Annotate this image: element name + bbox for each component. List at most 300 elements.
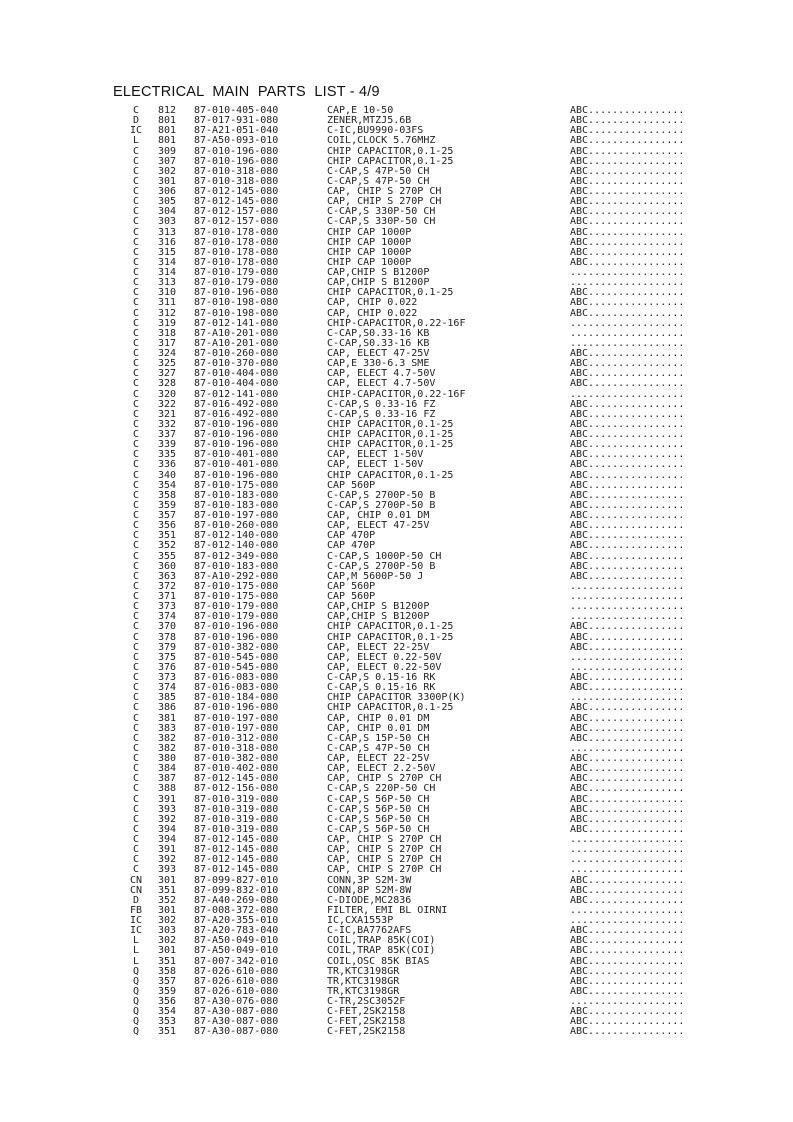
parts-row	[124, 136, 724, 146]
part-type-cell: C	[132, 540, 140, 552]
part-number-cell: 87-026-610-080	[194, 985, 279, 997]
part-type-cell: C	[132, 186, 140, 197]
part-code-cell: ...................	[570, 388, 685, 400]
part-code-cell: ABC................	[570, 307, 685, 319]
part-number-cell: 87-010-178-080	[194, 256, 279, 268]
part-ref-cell: 302	[158, 915, 177, 926]
part-type-cell: L	[132, 945, 140, 957]
part-description-cell: C-CAP,S 2700P-50 B	[327, 499, 436, 511]
parts-row	[124, 703, 724, 713]
part-code-cell: ABC................	[570, 135, 685, 147]
part-number-cell: 87-010-318-080	[194, 742, 279, 754]
part-code-cell: ABC................	[570, 732, 685, 744]
part-description-cell: CHIP CAPACITOR 3300P(K)	[327, 692, 466, 704]
part-type-cell: C	[132, 398, 140, 410]
part-ref-cell: 319	[158, 317, 177, 329]
part-type-cell: C	[132, 196, 140, 208]
part-number-cell: 87-010-319-080	[194, 813, 279, 825]
part-number-cell: 87-010-319-080	[194, 803, 279, 815]
part-description-cell: CAP, CHIP 0.01 DM	[327, 722, 430, 734]
part-ref-cell: 357	[158, 510, 177, 521]
part-ref-cell: 378	[158, 631, 177, 643]
part-number-cell: 87-012-141-080	[194, 317, 279, 329]
part-type-cell: C	[132, 854, 140, 866]
part-number-cell: 87-008-372-080	[194, 904, 279, 916]
part-number-cell: 87-012-145-080	[194, 773, 279, 785]
part-description-cell: CAP,CHIP S B1200P	[327, 267, 430, 278]
part-number-cell: 87-007-342-010	[194, 955, 279, 967]
part-number-cell: 87-010-196-080	[194, 429, 279, 440]
part-description-cell: C-CAP,S 47P-50 CH	[327, 175, 430, 187]
part-number-cell: 87-A20-783-040	[194, 925, 279, 937]
parts-list	[124, 106, 724, 1038]
part-number-cell: 87-010-196-080	[194, 702, 279, 714]
part-type-cell: C	[132, 510, 140, 521]
part-number-cell: 87-010-260-080	[194, 348, 279, 359]
part-type-cell: C	[132, 722, 140, 734]
part-code-cell: ABC................	[570, 1026, 685, 1038]
part-number-cell: 87-012-145-080	[194, 854, 279, 866]
part-description-cell: CONN,3P S2M-3W	[327, 874, 412, 886]
part-ref-cell: 311	[158, 297, 177, 309]
part-description-cell: C-CAP,S 220P-50 CH	[327, 783, 436, 795]
part-code-cell: ABC................	[570, 712, 685, 724]
part-description-cell: CAP, CHIP S 270P CH	[327, 196, 442, 208]
part-number-cell: 87-010-196-080	[194, 469, 279, 481]
part-code-cell: ABC................	[570, 955, 685, 967]
part-ref-cell: 351	[158, 530, 177, 542]
part-description-cell: CAP, CHIP 0.022	[327, 307, 418, 319]
part-type-cell: D	[132, 115, 140, 127]
part-description-cell: CAP,E 330-6.3 SME	[327, 358, 430, 370]
part-number-cell: 87-012-145-080	[194, 864, 279, 876]
part-number-cell: 87-012-145-080	[194, 844, 279, 856]
part-description-cell: CAP, CHIP 0.01 DM	[327, 712, 430, 724]
parts-row	[124, 622, 724, 632]
part-number-cell: 87-012-140-080	[194, 530, 279, 542]
part-description-cell: C-CAP,S 56P-50 CH	[327, 813, 430, 825]
part-ref-cell: 381	[158, 712, 177, 724]
part-type-cell: C	[132, 621, 140, 633]
part-description-cell: CHIP CAPACITOR,0.1-25	[327, 631, 454, 643]
part-type-cell: Q	[132, 1026, 140, 1038]
part-type-cell: C	[132, 317, 140, 329]
part-description-cell: C-FET,2SK2158	[327, 1016, 406, 1028]
part-code-cell: ABC................	[570, 358, 685, 370]
part-ref-cell: 355	[158, 550, 177, 562]
part-code-cell: ABC................	[570, 793, 685, 805]
part-number-cell: 87-A50-093-010	[194, 135, 279, 147]
part-type-cell: C	[132, 479, 140, 491]
part-ref-cell: 302	[158, 165, 177, 177]
part-type-cell: C	[132, 631, 140, 643]
part-code-cell: ABC................	[570, 874, 685, 886]
part-number-cell: 87-010-179-080	[194, 601, 279, 613]
part-code-cell: ABC................	[570, 459, 685, 471]
part-code-cell: ...................	[570, 580, 685, 592]
part-number-cell: 87-010-401-080	[194, 449, 279, 461]
part-type-cell: C	[132, 591, 140, 602]
part-number-cell: 87-010-196-080	[194, 418, 279, 430]
part-code-cell: ABC................	[570, 1016, 685, 1028]
part-code-cell: ABC................	[570, 884, 685, 896]
part-ref-cell: 305	[158, 196, 177, 208]
part-description-cell: CAP, ELECT 22-25V	[327, 753, 430, 764]
part-number-cell: 87-010-196-080	[194, 631, 279, 643]
part-ref-cell: 314	[158, 267, 177, 278]
part-description-cell: CAP, CHIP S 270P CH	[327, 773, 442, 785]
part-ref-cell: 316	[158, 236, 177, 248]
part-type-cell: C	[132, 489, 140, 501]
part-code-cell: ...................	[570, 651, 685, 663]
part-number-cell: 87-010-545-080	[194, 661, 279, 673]
part-type-cell: C	[132, 672, 140, 683]
part-description-cell: CAP 560P	[327, 580, 376, 592]
part-type-cell: L	[132, 935, 140, 947]
part-type-cell: C	[132, 732, 140, 744]
part-type-cell: C	[132, 773, 140, 785]
part-description-cell: TR,KTC3198GR	[327, 975, 400, 987]
part-type-cell: C	[132, 641, 140, 653]
part-number-cell: 87-010-404-080	[194, 378, 279, 390]
part-number-cell: 87-010-175-080	[194, 479, 279, 491]
part-ref-cell: 383	[158, 722, 177, 734]
parts-row	[124, 217, 724, 227]
part-type-cell: C	[132, 570, 140, 582]
part-ref-cell: 352	[158, 894, 177, 906]
part-description-cell: CAP, ELECT 22-25V	[327, 641, 430, 653]
part-ref-cell: 358	[158, 965, 177, 977]
part-code-cell: ABC................	[570, 530, 685, 542]
part-number-cell: 87-026-610-080	[194, 965, 279, 977]
part-type-cell: C	[132, 682, 140, 694]
part-ref-cell: 312	[158, 307, 177, 319]
part-code-cell: ABC................	[570, 621, 685, 633]
part-ref-cell: 353	[158, 1016, 177, 1028]
part-description-cell: C-CAP,S 0.15-16 RK	[327, 672, 436, 683]
part-number-cell: 87-010-175-080	[194, 580, 279, 592]
part-ref-cell: 388	[158, 783, 177, 795]
part-code-cell: ABC................	[570, 226, 685, 238]
part-description-cell: CAP, ELECT 1-50V	[327, 449, 424, 461]
part-ref-cell: 372	[158, 580, 177, 592]
part-type-cell: IC	[129, 925, 143, 937]
part-code-cell: ABC................	[570, 105, 685, 116]
part-code-cell: ...................	[570, 904, 685, 916]
part-type-cell: C	[132, 368, 140, 380]
part-ref-cell: 318	[158, 327, 177, 339]
part-description-cell: C-CAP,S0.33-16 KB	[327, 337, 430, 349]
part-type-cell: C	[132, 520, 140, 532]
part-description-cell: CAP,CHIP S B1200P	[327, 277, 430, 289]
part-number-cell: 87-010-175-080	[194, 591, 279, 602]
part-number-cell: 87-A10-201-080	[194, 327, 279, 339]
part-type-cell: C	[132, 499, 140, 511]
part-ref-cell: 321	[158, 408, 177, 420]
part-description-cell: CHIP CAPACITOR,0.1-25	[327, 145, 454, 157]
part-code-cell: ABC................	[570, 206, 685, 218]
part-code-cell: ABC................	[570, 641, 685, 653]
parts-row	[124, 1027, 724, 1037]
part-ref-cell: 327	[158, 368, 177, 380]
part-code-cell: ...................	[570, 337, 685, 349]
part-code-cell: ABC................	[570, 489, 685, 501]
part-code-cell: ABC................	[570, 196, 685, 208]
part-code-cell: ABC................	[570, 631, 685, 643]
part-type-cell: C	[132, 823, 140, 835]
part-type-cell: L	[132, 955, 140, 967]
part-description-cell: C-IC,BU9990-03FS	[327, 125, 424, 137]
part-code-cell: ABC................	[570, 408, 685, 420]
part-type-cell: IC	[129, 125, 143, 137]
part-number-cell: 87-A30-087-080	[194, 1026, 279, 1038]
part-number-cell: 87-010-401-080	[194, 459, 279, 471]
part-code-cell: ABC................	[570, 398, 685, 410]
parts-row	[124, 946, 724, 956]
part-code-cell: ...................	[570, 317, 685, 329]
part-description-cell: CAP,CHIP S B1200P	[327, 611, 430, 623]
part-code-cell: ...................	[570, 327, 685, 339]
part-type-cell: C	[132, 145, 140, 157]
part-type-cell: Q	[132, 996, 140, 1007]
part-ref-cell: 801	[158, 115, 177, 127]
part-number-cell: 87-010-260-080	[194, 520, 279, 532]
part-number-cell: 87-012-145-080	[194, 186, 279, 197]
part-code-cell: ABC................	[570, 175, 685, 187]
part-code-cell: ABC................	[570, 348, 685, 359]
part-code-cell: ABC................	[570, 297, 685, 309]
part-ref-cell: 306	[158, 186, 177, 197]
part-ref-cell: 351	[158, 955, 177, 967]
part-description-cell: CHIP CAPACITOR,0.1-25	[327, 439, 454, 451]
part-number-cell: 87-A30-087-080	[194, 1016, 279, 1028]
part-description-cell: CAP 470P	[327, 530, 376, 542]
part-number-cell: 87-010-370-080	[194, 358, 279, 370]
part-description-cell: C-CAP,S 1000P-50 CH	[327, 550, 442, 562]
parts-row	[124, 541, 724, 551]
part-number-cell: 87-010-178-080	[194, 236, 279, 248]
part-ref-cell: 363	[158, 570, 177, 582]
part-description-cell: CAP,E 10-50	[327, 105, 394, 116]
part-description-cell: C-IC,BA7762AFS	[327, 925, 412, 937]
part-code-cell: ABC................	[570, 813, 685, 825]
part-number-cell: 87-026-610-080	[194, 975, 279, 987]
part-type-cell: CN	[129, 874, 143, 886]
part-ref-cell: 303	[158, 925, 177, 937]
part-ref-cell: 315	[158, 246, 177, 258]
part-type-cell: C	[132, 834, 140, 845]
part-type-cell: C	[132, 155, 140, 167]
part-type-cell: Q	[132, 1006, 140, 1018]
part-number-cell: 87-A50-049-010	[194, 945, 279, 957]
part-description-cell: CAP 470P	[327, 540, 376, 552]
part-number-cell: 87-010-197-080	[194, 510, 279, 521]
part-ref-cell: 375	[158, 651, 177, 663]
part-code-cell: ABC................	[570, 945, 685, 957]
part-number-cell: 87-010-179-080	[194, 611, 279, 623]
part-number-cell: 87-A10-201-080	[194, 337, 279, 349]
part-code-cell: ...................	[570, 996, 685, 1007]
part-number-cell: 87-A50-049-010	[194, 935, 279, 947]
part-number-cell: 87-012-156-080	[194, 783, 279, 795]
part-ref-cell: 374	[158, 611, 177, 623]
part-ref-cell: 382	[158, 732, 177, 744]
part-code-cell: ABC................	[570, 378, 685, 390]
part-number-cell: 87-010-183-080	[194, 560, 279, 572]
part-description-cell: CAP, ELECT 47-25V	[327, 520, 430, 532]
part-code-cell: ...................	[570, 661, 685, 673]
part-description-cell: ZENER,MTZJ5.6B	[327, 115, 412, 127]
part-type-cell: C	[132, 864, 140, 876]
part-type-cell: C	[132, 327, 140, 339]
part-ref-cell: 391	[158, 793, 177, 805]
part-number-cell: 87-099-832-010	[194, 884, 279, 896]
part-code-cell: ABC................	[570, 449, 685, 461]
part-description-cell: C-CAP,S 15P-50 CH	[327, 732, 430, 744]
part-description-cell: CAP, ELECT 1-50V	[327, 459, 424, 471]
part-description-cell: C-CAP,S 0.15-16 RK	[327, 682, 436, 694]
part-ref-cell: 360	[158, 560, 177, 572]
part-type-cell: C	[132, 267, 140, 278]
part-number-cell: 87-010-183-080	[194, 499, 279, 511]
part-description-cell: CHIP CAPACITOR,0.1-25	[327, 702, 454, 714]
part-type-cell: C	[132, 216, 140, 228]
part-description-cell: COIL,CLOCK 5.76MHZ	[327, 135, 436, 147]
part-code-cell: ABC................	[570, 439, 685, 451]
part-number-cell: 87-A21-051-040	[194, 125, 279, 137]
part-code-cell: ABC................	[570, 155, 685, 167]
part-description-cell: COIL,TRAP 85K(COI)	[327, 935, 436, 947]
part-type-cell: C	[132, 358, 140, 370]
part-description-cell: CHIP CAPACITOR,0.1-25	[327, 287, 454, 299]
part-type-cell: C	[132, 236, 140, 248]
part-type-cell: C	[132, 226, 140, 238]
part-number-cell: 87-012-140-080	[194, 540, 279, 552]
part-type-cell: C	[132, 429, 140, 440]
part-description-cell: CHIP CAPACITOR,0.1-25	[327, 418, 454, 430]
part-number-cell: 87-010-197-080	[194, 722, 279, 734]
part-description-cell: CHIP CAPACITOR,0.1-25	[327, 429, 454, 440]
part-number-cell: 87-012-145-080	[194, 196, 279, 208]
part-type-cell: C	[132, 753, 140, 764]
part-type-cell: C	[132, 348, 140, 359]
part-description-cell: CAP, CHIP S 270P CH	[327, 844, 442, 856]
part-ref-cell: 394	[158, 834, 177, 845]
part-number-cell: 87-010-179-080	[194, 267, 279, 278]
part-description-cell: FILTER, EMI BL OIRNI	[327, 904, 448, 916]
part-code-cell: ...................	[570, 864, 685, 876]
part-description-cell: CAP, ELECT 47-25V	[327, 348, 430, 359]
part-description-cell: C-CAP,S 56P-50 CH	[327, 793, 430, 805]
part-description-cell: CAP, CHIP S 270P CH	[327, 834, 442, 845]
part-type-cell: C	[132, 742, 140, 754]
parts-row	[124, 460, 724, 470]
part-number-cell: 87-010-318-080	[194, 165, 279, 177]
part-type-cell: C	[132, 297, 140, 309]
part-ref-cell: 384	[158, 763, 177, 775]
part-ref-cell: 310	[158, 287, 177, 299]
part-code-cell: ABC................	[570, 560, 685, 572]
part-ref-cell: 328	[158, 378, 177, 390]
part-description-cell: IC,CXA1553P	[327, 915, 394, 926]
part-ref-cell: 392	[158, 854, 177, 866]
part-number-cell: 87-010-198-080	[194, 297, 279, 309]
part-type-cell: C	[132, 793, 140, 805]
part-ref-cell: 320	[158, 388, 177, 400]
part-description-cell: CAP, CHIP S 270P CH	[327, 854, 442, 866]
part-code-cell: ...................	[570, 834, 685, 845]
part-ref-cell: 313	[158, 226, 177, 238]
part-code-cell: ABC................	[570, 429, 685, 440]
part-code-cell: ABC................	[570, 520, 685, 532]
part-code-cell: ...................	[570, 742, 685, 754]
part-number-cell: 87-010-382-080	[194, 641, 279, 653]
part-type-cell: C	[132, 661, 140, 673]
part-number-cell: 87-010-183-080	[194, 489, 279, 501]
part-description-cell: CAP, CHIP S 270P CH	[327, 186, 442, 197]
part-ref-cell: 314	[158, 256, 177, 268]
parts-row	[124, 784, 724, 794]
part-number-cell: 87-010-196-080	[194, 621, 279, 633]
part-description-cell: C-CAP,S 0.33-16 FZ	[327, 398, 436, 410]
part-ref-cell: 309	[158, 145, 177, 157]
part-description-cell: CHIP-CAPACITOR,0.22-16F	[327, 388, 466, 400]
part-type-cell: C	[132, 378, 140, 390]
part-number-cell: 87-010-402-080	[194, 763, 279, 775]
part-number-cell: 87-010-198-080	[194, 307, 279, 319]
part-description-cell: C-TR,2SC3052F	[327, 996, 406, 1007]
part-description-cell: C-FET,2SK2158	[327, 1026, 406, 1038]
part-ref-cell: 391	[158, 844, 177, 856]
part-ref-cell: 386	[158, 702, 177, 714]
part-description-cell: CAP, CHIP 0.01 DM	[327, 510, 430, 521]
part-description-cell: CHIP CAP 1000P	[327, 226, 412, 238]
part-ref-cell: 358	[158, 489, 177, 501]
part-description-cell: C-CAP,S 0.33-16 FZ	[327, 408, 436, 420]
part-type-cell: C	[132, 763, 140, 775]
part-description-cell: CHIP CAPACITOR,0.1-25	[327, 621, 454, 633]
part-code-cell: ABC................	[570, 722, 685, 734]
part-description-cell: C-CAP,S 56P-50 CH	[327, 823, 430, 835]
part-ref-cell: 332	[158, 418, 177, 430]
part-type-cell: C	[132, 408, 140, 420]
part-type-cell: C	[132, 246, 140, 258]
part-number-cell: 87-012-157-080	[194, 216, 279, 228]
part-type-cell: C	[132, 439, 140, 451]
part-ref-cell: 317	[158, 337, 177, 349]
parts-row	[124, 379, 724, 389]
part-ref-cell: 801	[158, 125, 177, 137]
part-type-cell: C	[132, 105, 140, 116]
part-number-cell: 87-010-382-080	[194, 753, 279, 764]
part-description-cell: C-CAP,S 47P-50 CH	[327, 165, 430, 177]
part-ref-cell: 379	[158, 641, 177, 653]
part-type-cell: C	[132, 206, 140, 218]
part-description-cell: C-CAP,S 330P-50 CH	[327, 216, 436, 228]
part-description-cell: CAP 560P	[327, 479, 376, 491]
part-description-cell: CHIP CAP 1000P	[327, 256, 412, 268]
part-ref-cell: 313	[158, 277, 177, 289]
part-number-cell: 87-017-931-080	[194, 115, 279, 127]
part-ref-cell: 354	[158, 479, 177, 491]
part-type-cell: C	[132, 712, 140, 724]
part-ref-cell: 359	[158, 499, 177, 511]
part-code-cell: ABC................	[570, 145, 685, 157]
part-type-cell: Q	[132, 975, 140, 987]
part-type-cell: FB	[129, 904, 143, 916]
part-description-cell: CAP, ELECT 4.7-50V	[327, 378, 436, 390]
part-number-cell: 87-010-196-080	[194, 155, 279, 167]
